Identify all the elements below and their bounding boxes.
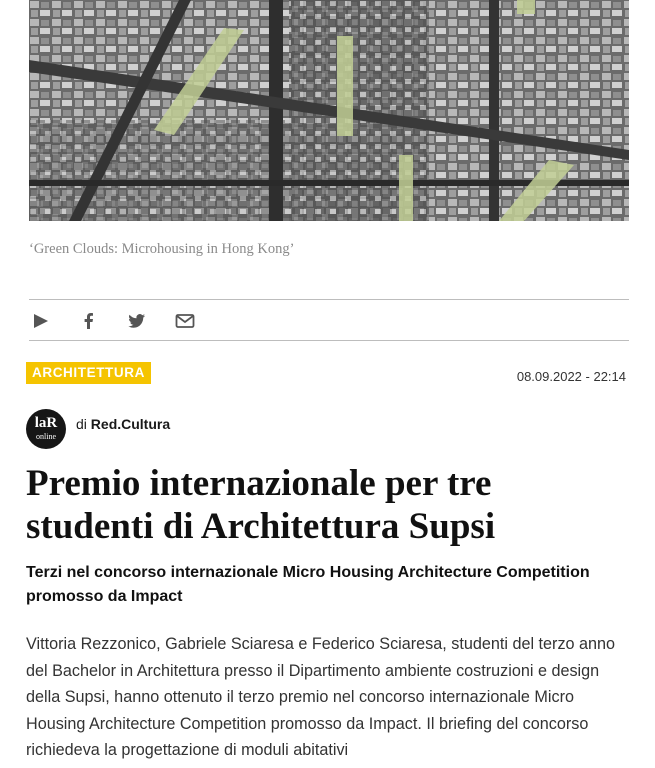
- article-subtitle: Terzi nel concorso internazionale Micro Housing Architecture Competition promosso da Impact: [26, 564, 590, 605]
- facebook-icon[interactable]: [79, 311, 99, 331]
- article-date: 08.09.2022 - 22:14: [516, 369, 626, 384]
- article-body: Vittoria Rezzonico, Gabriele Sciaresa e Federico Sciaresa, studenti del terzo anno del Bachelor in Architettura presso il Dipartimento ambiente costruzioni e design della Supsi, hanno ottenuto il terzo premio nel concorso internazionale Micro Housing Architecture Competition promosso da Impact. Il briefing del concorso richiedeva la progettazione di moduli abitativi: [26, 635, 616, 759]
- avatar-logo-subtext: online: [36, 432, 56, 441]
- twitter-icon[interactable]: [126, 311, 146, 331]
- share-bar: [29, 299, 629, 341]
- author-name[interactable]: Red.Cultura: [90, 416, 171, 432]
- play-icon[interactable]: [31, 311, 51, 331]
- image-caption: ‘Green Clouds: Microhousing in Hong Kong’: [29, 241, 295, 257]
- author-avatar[interactable]: [26, 409, 66, 449]
- category-badge[interactable]: ARCHITETTURA: [26, 362, 151, 384]
- author-prefix: di: [76, 416, 87, 432]
- aerial-city-photo: [29, 0, 629, 221]
- author-byline: [76, 416, 170, 432]
- avatar-logo-text: laR: [34, 415, 58, 431]
- article-hero-image: [29, 0, 629, 221]
- email-icon[interactable]: [175, 311, 195, 331]
- article-title: Premio internazionale per tre studenti di Architettura Supsi: [26, 463, 496, 547]
